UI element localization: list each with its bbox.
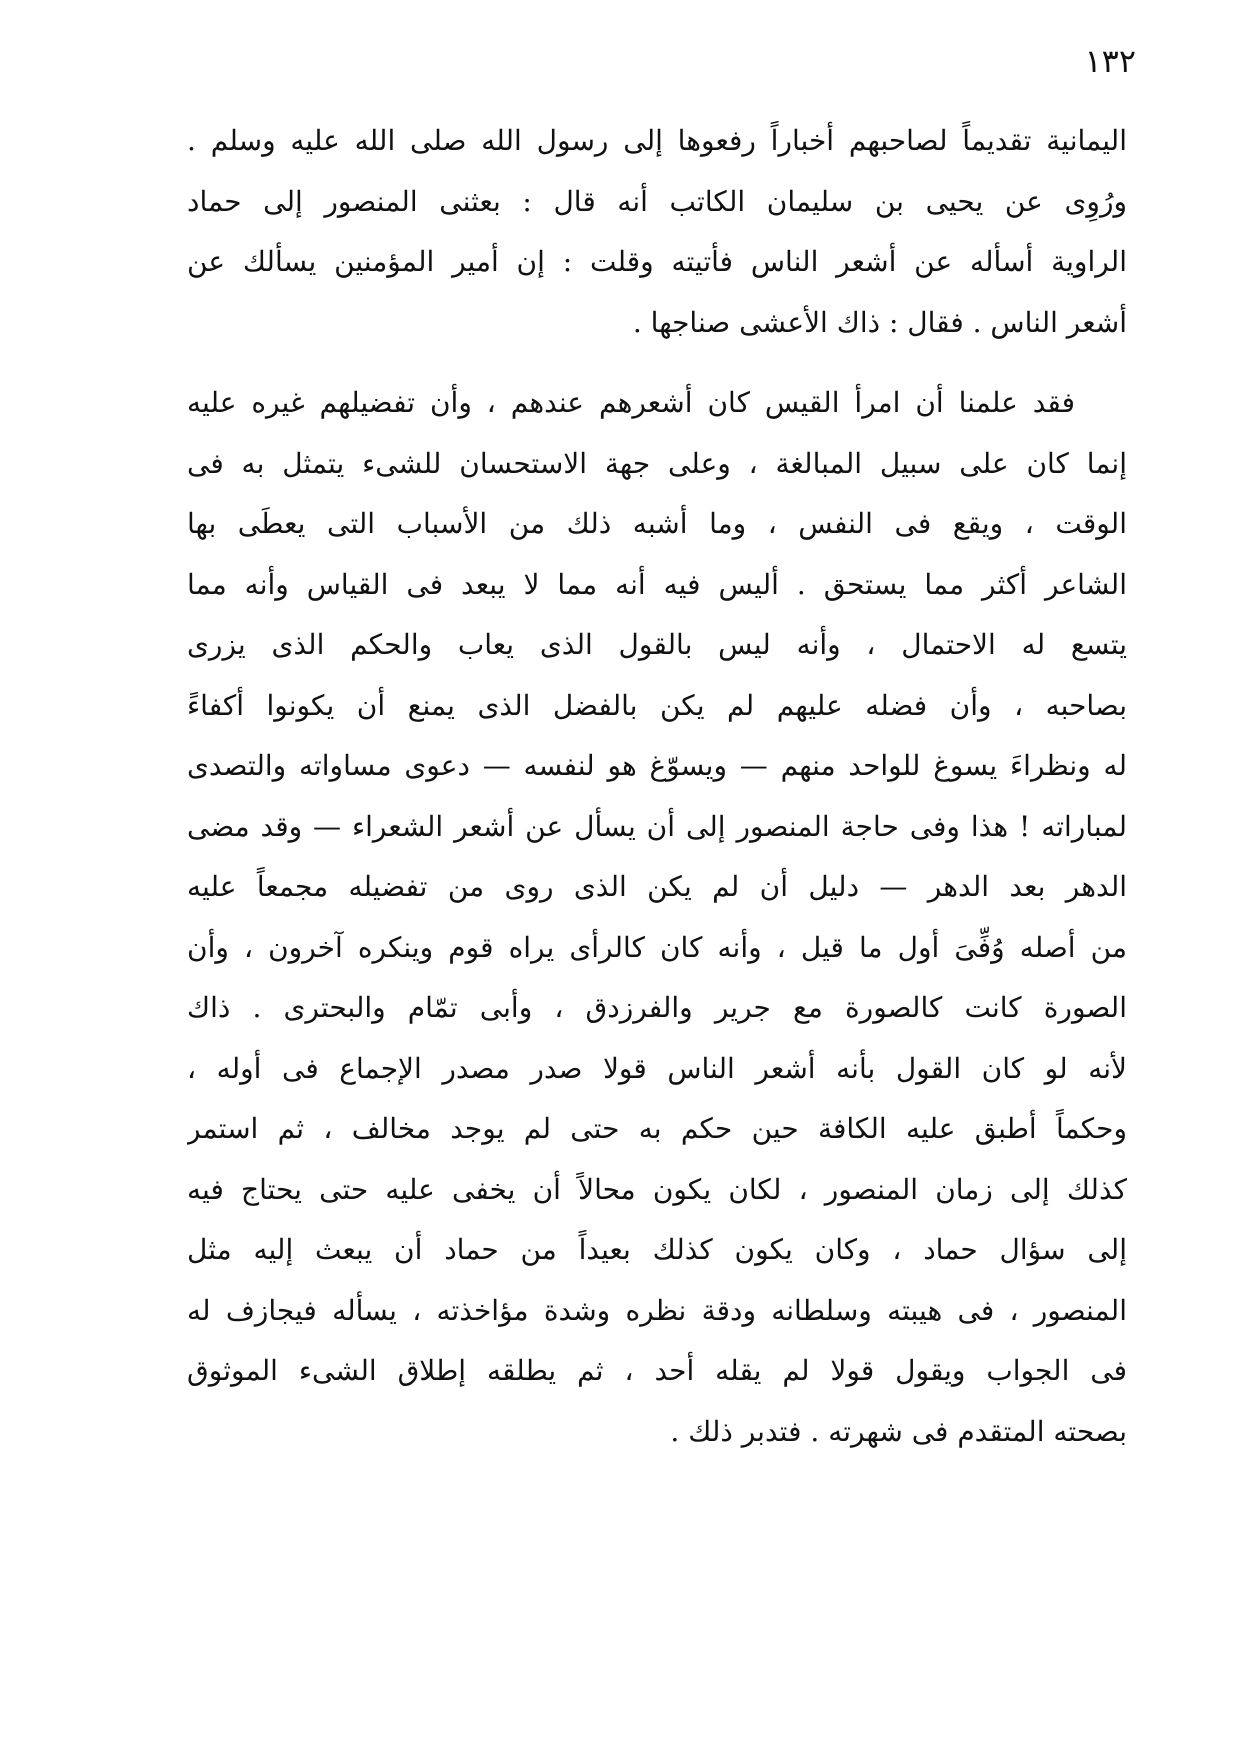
text-line: يتسع له الاحتمال ، وأنه ليس بالقول الذى يعاب والحكم الذى يزرى — [187, 628, 1127, 661]
text-line: وحكماً أطبق عليه الكافة حين حكم به حتى لم يوجد مخالف ، ثم استمر — [187, 1112, 1127, 1145]
text-line: فى الجواب ويقول قولا لم يقله أحد ، ثم يطلقه إطلاق الشىء الموثوق — [187, 1354, 1127, 1387]
text-line: كذلك إلى زمان المنصور ، لكان يكون محالاً أن يخفى عليه حتى يحتاج فيه — [187, 1172, 1127, 1206]
text-line: الدهر بعد الدهر — دليل أن لم يكن الذى روى من تفضيله مجمعاً عليه — [187, 870, 1127, 903]
paragraph — [187, 373, 1127, 1462]
paragraph — [187, 111, 1127, 353]
text-line: لأنه لو كان القول بأنه أشعر الناس قولا صدر مصدر الإجماع فى أوله ، — [187, 1051, 1127, 1085]
text-line: لمباراته ! هذا وفى حاجة المنصور إلى أن يسأل عن أشعر الشعراء — وقد مضى — [187, 809, 1127, 843]
text-line: الشاعر أكثر مما يستحق . أليس فيه أنه مما لا يبعد فى القياس وأنه مما — [187, 567, 1127, 601]
text-line: بصحته المتقدم فى شهرته . فتدبر ذلك . — [670, 1414, 1127, 1448]
text-line: أشعر الناس . فقال : ذاك الأعشى صناجها . — [632, 305, 1127, 339]
text-line: ورُوِى عن يحيى بن سليمان الكاتب أنه قال : بعثنى المنصور إلى حماد — [187, 184, 1127, 218]
text-line: إلى سؤال حماد ، وكان يكون كذلك بعيداً من حماد أن يبعث إليه مثل — [187, 1233, 1127, 1266]
text-line: بصاحبه ، وأن فضله عليهم لم يكن بالفضل الذى يمنع أن يكونوا أكفاءً — [187, 688, 1127, 722]
text-line: الصورة كانت كالصورة مع جرير والفرزدق ، وأبى تمّام والبحترى . ذاك — [187, 991, 1127, 1024]
page-number: ١٣٢ — [1084, 42, 1136, 80]
text-line: إنما كان على سبيل المبالغة ، وعلى جهة الاستحسان للشىء يتمثل به فى — [187, 446, 1127, 480]
paragraph-gap — [187, 353, 1127, 373]
text-line: له ونظراءَ يسوغ للواحد منهم — ويسوّغ هو لنفسه — دعوى مساواته والتصدى — [187, 749, 1127, 782]
text-line: الوقت ، ويقع فى النفس ، وما أشبه ذلك من الأسباب التى يعطَى بها — [187, 507, 1127, 540]
text-line: الراوية أسأله عن أشعر الناس فأتيته وقلت : إن أمير المؤمنين يسألك عن — [187, 245, 1127, 278]
text-line: فقد علمنا أن امرأ القيس كان أشعرهم عندهم ، وأن تفضيلهم غيره عليه — [187, 386, 1075, 419]
text-line: اليمانية تقديماً لصاحبهم أخباراً رفعوها إلى رسول الله صلى الله عليه وسلم . — [187, 124, 1127, 157]
body-text — [187, 111, 1127, 1462]
text-line: المنصور ، فى هيبته وسلطانه ودقة نظره وشدة مؤاخذته ، يسأله فيجازف له — [187, 1293, 1127, 1327]
text-line: من أصله وُفِّىَ أول ما قيل ، وأنه كان كالرأى يراه قوم وينكره آخرون ، وأن — [187, 930, 1127, 964]
